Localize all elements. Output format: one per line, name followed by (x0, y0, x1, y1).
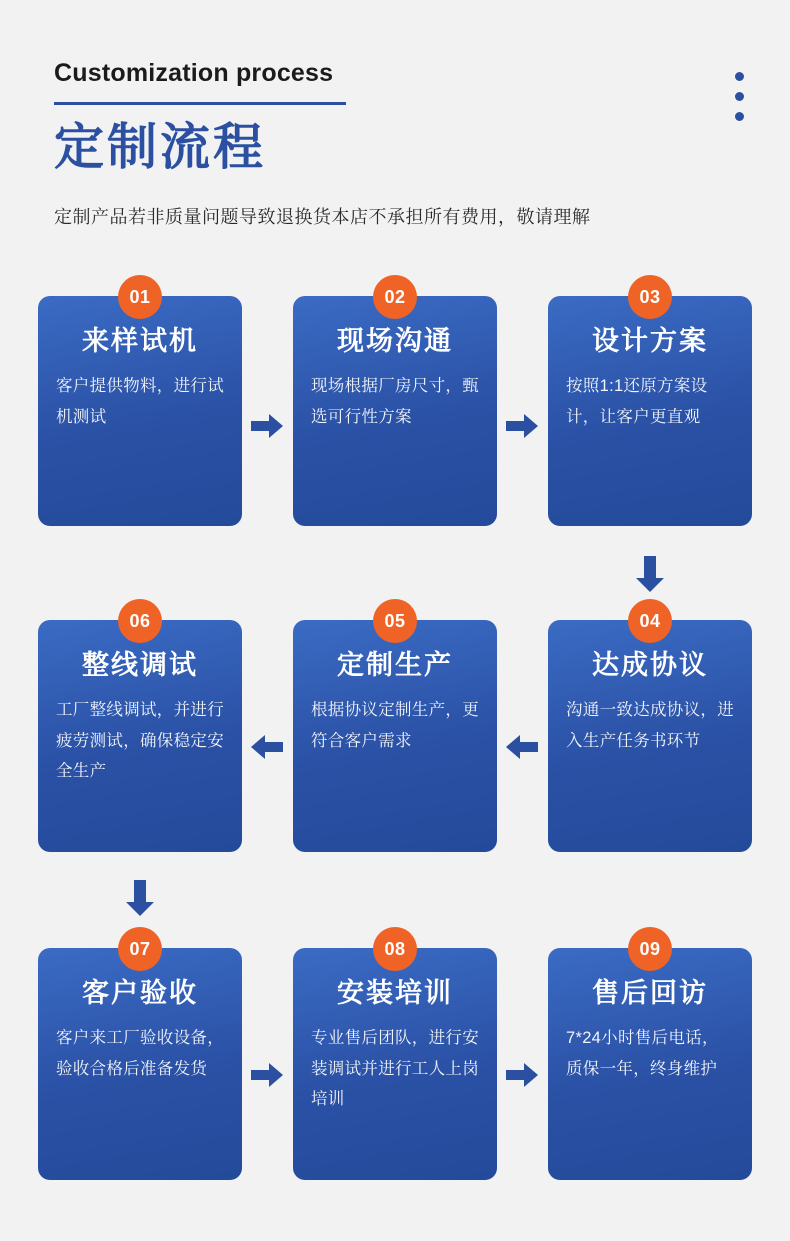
process-step-card (38, 938, 242, 1180)
step-title: 来样试机 (82, 326, 198, 356)
process-step-card (293, 610, 497, 852)
arrow-right-icon (504, 1060, 540, 1090)
step-title: 售后回访 (592, 978, 708, 1008)
step-number-badge: 03 (628, 275, 672, 319)
arrow-left-icon (504, 732, 540, 762)
process-step-card (548, 610, 752, 852)
page-title-cn: 定制流程 (54, 119, 266, 175)
process-row-3 (0, 938, 790, 1220)
process-row-2 (0, 610, 790, 896)
process-step-card (293, 286, 497, 526)
step-description: 沟通一致达成协议，进入生产任务书环节 (566, 701, 734, 750)
step-number-badge: 04 (628, 599, 672, 643)
step-description: 工厂整线调试，并进行疲劳测试，确保稳定安全生产 (56, 701, 224, 781)
step-description: 根据协议定制生产，更符合客户需求 (311, 701, 479, 750)
step-number-badge: 01 (118, 275, 162, 319)
step-description: 按照1:1还原方案设计，让客户更直观 (566, 377, 708, 426)
step-number-badge: 05 (373, 599, 417, 643)
step-number-badge: 09 (628, 927, 672, 971)
process-row-1 (0, 286, 790, 568)
page-title-en: Customization process (54, 59, 334, 87)
process-step-card (38, 286, 242, 526)
arrow-down-icon (124, 878, 154, 916)
step-title: 安装培训 (337, 978, 453, 1008)
step-number-badge: 06 (118, 599, 162, 643)
title-divider (54, 102, 346, 105)
process-flow (0, 286, 790, 1220)
step-title: 现场沟通 (337, 326, 453, 356)
step-description: 现场根据厂房尺寸，甄选可行性方案 (311, 377, 479, 426)
process-step-card (548, 938, 752, 1180)
step-number-badge: 07 (118, 927, 162, 971)
header (54, 58, 754, 229)
step-title: 设计方案 (592, 326, 708, 356)
process-step-card (293, 938, 497, 1180)
step-title: 客户验收 (82, 978, 198, 1008)
arrow-right-icon (249, 1060, 285, 1090)
arrow-left-icon (249, 732, 285, 762)
step-description: 专业售后团队，进行安装调试并进行工人上岗培训 (311, 1029, 479, 1109)
step-number-badge: 02 (373, 275, 417, 319)
process-step-card (548, 286, 752, 526)
arrow-right-icon (249, 411, 285, 441)
step-number-badge: 08 (373, 927, 417, 971)
step-title: 达成协议 (592, 650, 708, 680)
step-title: 整线调试 (82, 650, 198, 680)
step-description: 7*24小时售后电话，质保一年，终身维护 (566, 1029, 719, 1078)
step-title: 定制生产 (337, 650, 453, 680)
page-subtitle: 定制产品若非质量问题导致退换货本店不承担所有费用，敬请理解 (54, 206, 591, 227)
arrow-down-icon (634, 554, 664, 592)
step-description: 客户来工厂验收设备，验收合格后准备发货 (56, 1029, 224, 1078)
process-step-card (38, 610, 242, 852)
dots-decoration-icon (735, 72, 744, 121)
arrow-right-icon (504, 411, 540, 441)
step-description: 客户提供物料，进行试机测试 (56, 377, 224, 426)
